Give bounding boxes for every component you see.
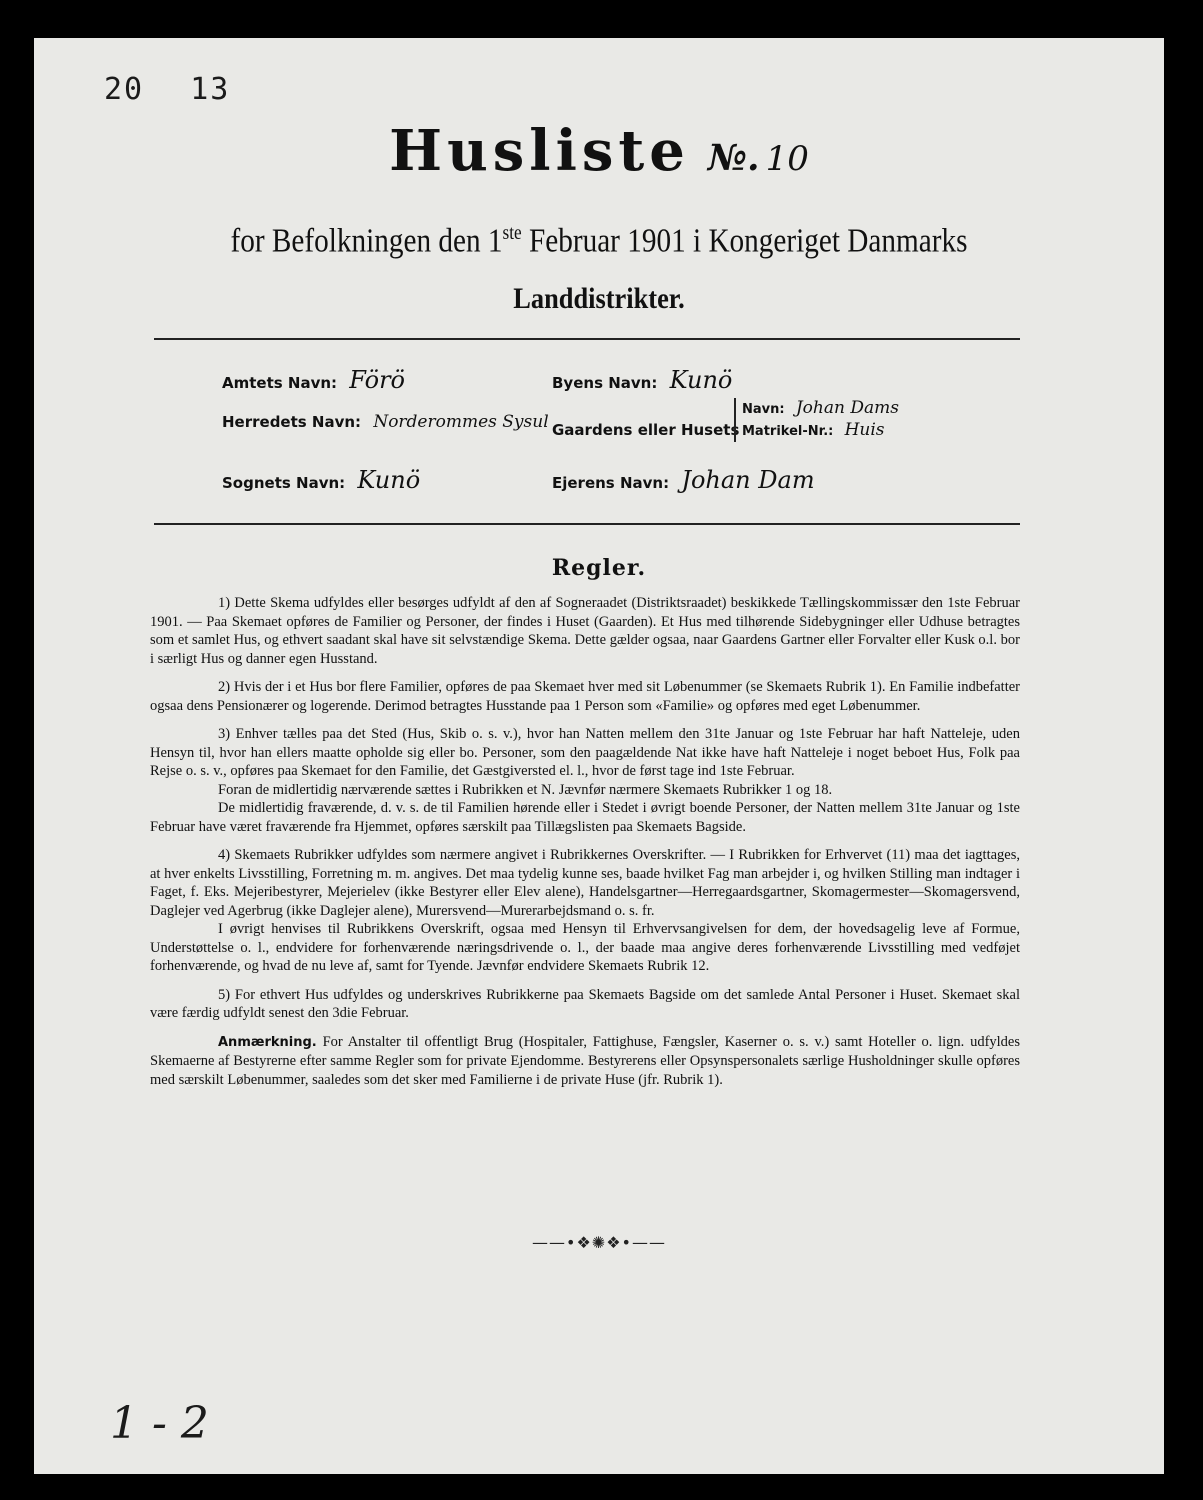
rule-2: 2) Hvis der i et Hus bor flere Familier, opføres de paa Skemaet hver med sit Løbenummer (se Skemaets Rubrik 1). En Familie indbefatter ogsaa dens Pensionærer og logerende. Derimod betragtes Husstande paa 1 Person som «Familie» og opføres med eget Løbenummer.: [150, 679, 1020, 714]
gaard-brace-group: [734, 398, 899, 442]
divider-bottom: [154, 523, 1020, 525]
sogn-field: [222, 466, 420, 494]
rule-5: 5) For ethvert Hus udfyldes og underskrives Rubrikkerne paa Skemaets Bagside om det samlede Antal Personer i Huset. Skemaet skal være færdig udfyldt senest den 3die Februar.: [150, 986, 1020, 1021]
form-title: [34, 118, 1164, 184]
matrikel-label: Matrikel-Nr.:: [742, 424, 834, 439]
form-subtitle: [113, 222, 1085, 260]
amt-field: [222, 366, 405, 394]
amt-value: Förö: [349, 366, 406, 394]
district-label: Landdistrikter.: [513, 282, 685, 315]
rule-3b: Foran de midlertidig nærværende sættes i Rubrikken et N. Jævnfør nærmere Skemaets Rubrikker 1 og 18.: [218, 781, 833, 798]
by-value: Kunö: [669, 366, 733, 394]
herred-value: Norderommes Sysul: [373, 412, 549, 432]
rule-4: 4) Skemaets Rubrikker udfyldes som nærmere angivet i Rubrikkernes Overskrifter. — I Rubrikken for Erhvervet (11) maa det iagttages, at hver enkelts Livsstilling, Forretning m. m. angives. Det maa tydelig kunne ses, baade hvilket Fag man arbejder i, og hvilken Stilling man indtager i Faget, f. Eks. Mejeribestyrer, Mejerielev (ikke Bestyrer eller Elev alene), Handelsgartner—Herregaardsgartner, Skomagermester—Skomagersvend, Daglejer ved Agerbrug (ikke Daglejer alene), Murersvend—Murerarbejdsmand o. s. fr.: [150, 847, 1020, 919]
navn-label: Navn:: [742, 402, 785, 417]
ornament-divider: ——•❖✺❖•——: [532, 1233, 666, 1252]
divider-top: [154, 338, 1020, 340]
rules-heading: Regler.: [551, 555, 647, 581]
ejer-label: Ejerens Navn:: [552, 474, 670, 492]
note-label: Anmærkning.: [218, 1034, 317, 1050]
rule-3c: De midlertidig fraværende, d. v. s. de til Familien hørende eller i Stedet i øvrigt boende Personer, der Natten mellem 31te Januar og 1ste Februar have været fraværende fra Hjemmet, opføres særskilt paa Tillægslisten paa Skemaets Bagside.: [150, 800, 1020, 835]
archive-stamp: [104, 72, 256, 107]
corner-handwritten-note: 1 - 2: [110, 1398, 209, 1449]
subtitle-post: Februar 1901 i Kongeriget Danmarks: [521, 222, 968, 260]
rule-3: 3) Enhver tælles paa det Sted (Hus, Skib o. s. v.), hvor han Natten mellem den 31te Januar og 1ste Februar har haft Natteleje, uden Hensyn til, hvor han ellers maatte opholde sig eller bo. Personer, som den paagældende Nat ikke have haft Natteleje i noget beboet Hus, Folk paa Rejse o. s. v., opføres paa Skemaet for den Familie, det Gæstgiversted el. l., hvor de først tage ind 1ste Februar.: [150, 726, 1020, 779]
sogn-label: Sognets Navn:: [222, 474, 346, 492]
gaard-field: [552, 420, 739, 440]
gaard-label: Gaardens eller Husets: [552, 421, 740, 439]
subtitle-pre: for Befolkningen den 1: [230, 222, 503, 260]
by-field: [552, 366, 732, 394]
subtitle-sup: ste: [502, 222, 522, 244]
census-form-page: [34, 38, 1164, 1474]
title-number-prefix: №.: [707, 137, 760, 179]
navn-value: Johan Dams: [795, 398, 899, 418]
rule-1: 1) Dette Skema udfyldes eller besørges udfyldt af den af Sogneraadet (Distriktsraadet) beskikkede Tællingskommissær den 1ste Februar 1901. — Paa Skemaet opføres de Familier og Personer, der findes i Huset (Gaarden). Et Hus med tilhørende Sidebygninger eller Udhuse betragtes som et samlet Hus, og ethvert saadant skal have sit selvstændige Skema. Dette gælder ogsaa, naar Gaardens Gartner eller Forvalter eller Kusk o.l. bor i særligt Hus og danner egen Husstand.: [150, 595, 1020, 667]
amt-label: Amtets Navn:: [222, 374, 338, 392]
herred-field: [222, 412, 549, 432]
rules-body: [150, 594, 1020, 1099]
note-text: For Anstalter til offentligt Brug (Hospitaler, Fattighuse, Fængsler, Kaserner o. s. v.) samt Hoteller o. lign. udfyldes Skemaerne af Bestyrerne efter samme Regler som for private Ejendomme. Bestyrerens eller Opsynspersonalets særlige Husholdninger skulle opføres med særskilt Løbenummer, saaledes som det sker med Familierne i de private Huse (jfr. Rubrik 1).: [150, 1033, 1021, 1088]
sogn-value: Kunö: [357, 466, 421, 494]
by-label: Byens Navn:: [552, 374, 658, 392]
note-paragraph: [150, 1033, 1020, 1090]
stamp-number-1: 20: [104, 72, 145, 107]
matrikel-value: Huis: [844, 420, 885, 440]
herred-label: Herredets Navn:: [222, 413, 362, 431]
navn-row: [742, 398, 899, 420]
title-number-value: 10: [765, 139, 809, 179]
stamp-number-2: 13: [190, 72, 231, 107]
ejer-field: [552, 466, 815, 494]
rule-4b: I øvrigt henvises til Rubrikkens Overskrift, ogsaa med Hensyn til Erhvervsangivelsen for dem, der hovedsagelig leve af Formue, Understøttelse o. l., endvidere for forhenværende næringsdrivende o. l., der baade maa angive deres forhenværende Livsstilling med vedføjet forhenværende, og hvad de nu leve af, samt for Tyende. Jævnfør endvidere Skemaets Rubrik 12.: [150, 921, 1020, 974]
ejer-value: Johan Dam: [681, 466, 815, 494]
matrikel-row: [742, 420, 899, 442]
title-text: Husliste: [389, 118, 690, 184]
